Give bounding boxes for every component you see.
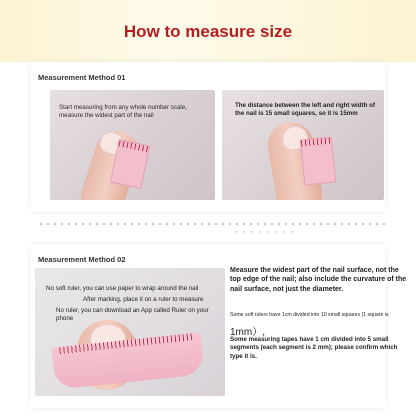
method2-label: Measurement Method 02 (38, 255, 126, 264)
method2-photo-line-2: After marking, place it on a ruler to measure (83, 296, 204, 303)
measuring-tape (300, 136, 337, 185)
divider-dots-faint (235, 231, 295, 233)
soft-ruler-end: 1mm）, (230, 327, 265, 338)
soft-ruler-text: Some soft rulers have 1cm divided into 10 small squares (1 square is (230, 312, 389, 318)
method1-label: Measurement Method 01 (38, 73, 126, 82)
divider-dots (40, 223, 385, 225)
tape-ticks (118, 140, 149, 152)
widest-part-text: Measure the widest part of the nail surface, not the top edge of the nail; also include the curvature of the nail surface, not just the diameter. (230, 267, 407, 293)
tape-ticks (301, 138, 331, 147)
header-banner (0, 0, 416, 62)
method2-photo-line-3: No ruler, you can download an App called Ruler on your phone (56, 307, 209, 323)
method2-photo-line-1: No soft ruler, you can use paper to wrap around the nail (46, 285, 199, 292)
method1-right-text: The distance between the left and right width of the nail is 15 small squares, so it is 15mm (235, 102, 375, 118)
method1-left-text: Start measuring from any whole number scale, measure the widest part of the nail (59, 104, 187, 120)
measuring-tape-text: Some measuring tapes have 1 cm divided into 5 small segments (each segment is 2 mm); please confirm which type it is. (230, 336, 398, 360)
page-title: How to measure size (123, 22, 293, 41)
